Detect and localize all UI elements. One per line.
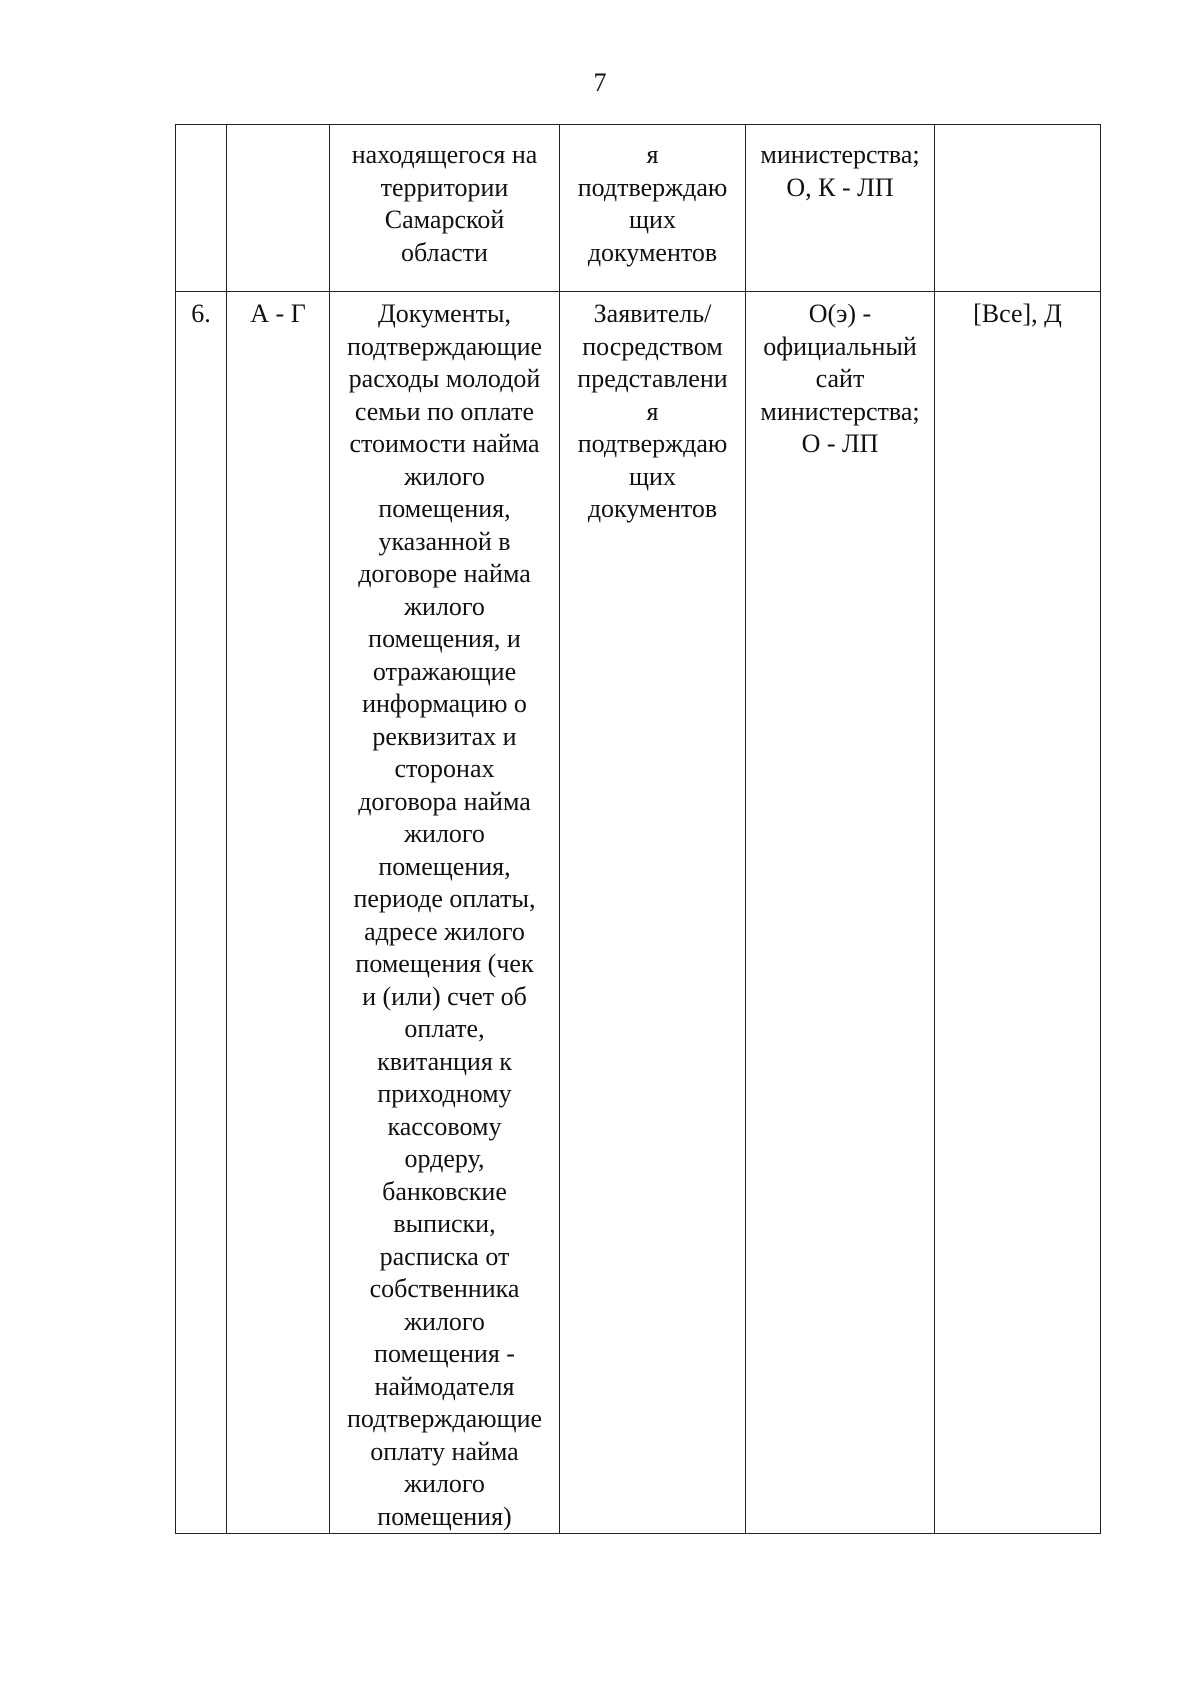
requirements-table — [175, 124, 1101, 1534]
document-cell: находящегося на территории Самарской области — [330, 125, 560, 292]
row-number-cell: 6. — [176, 292, 227, 1534]
table-row — [176, 292, 1101, 1534]
source-cell: я подтверждаю щих документов — [560, 125, 746, 292]
note-cell — [935, 125, 1101, 292]
note-cell: [Все], Д — [935, 292, 1101, 1534]
source-cell: Заявитель/ посредством представлени я подтверждаю щих документов — [560, 292, 746, 1534]
table-row — [176, 125, 1101, 292]
form-cell: министерства; О, К - ЛП — [746, 125, 935, 292]
category-cell: А - Г — [227, 292, 330, 1534]
category-cell — [227, 125, 330, 292]
row-number-cell — [176, 125, 227, 292]
page-number: 7 — [593, 68, 607, 97]
document-cell: Документы, подтверждающие расходы молодой семьи по оплате стоимости найма жилого помещения, указанной в договоре найма жилого помещения, и отражающие информацию о реквизитах и сторонах договора найма жилого помещения, периоде оплаты, адресе жилого помещения (чек и (или) счет об оплате, квитанция к приходному кассовому ордеру, банковские выписки, расписка от собственника жилого помещения - наймодателя подтверждающие оплату найма жилого помещения) — [330, 292, 560, 1534]
form-cell: О(э) - официальный сайт министерства; О - ЛП — [746, 292, 935, 1534]
